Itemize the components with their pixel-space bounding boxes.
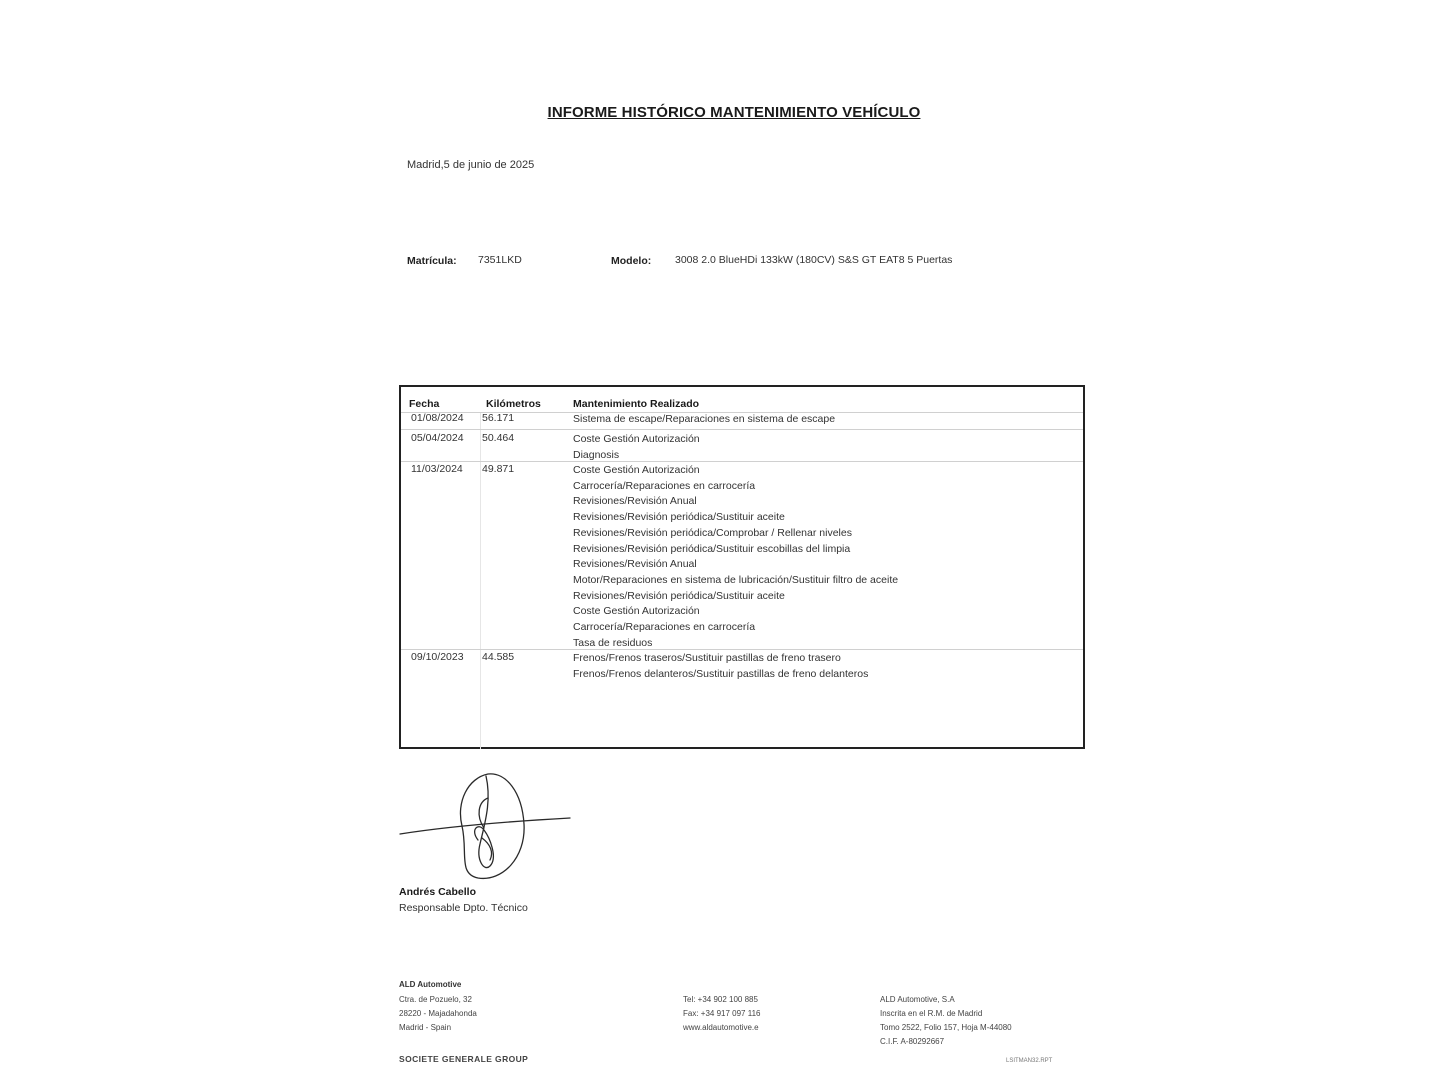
row-date: 09/10/2023 — [411, 651, 464, 663]
legal-line: C.I.F. A-80292667 — [880, 1037, 945, 1046]
list-item: Revisiones/Revisión Anual — [573, 495, 697, 508]
address-line: Ctra. de Pozuelo, 32 — [399, 995, 472, 1004]
list-item: Frenos/Frenos delanteros/Sustituir pastillas de freno delanteros — [573, 667, 869, 680]
row-km: 56.171 — [482, 412, 515, 424]
footer-legal — [880, 993, 1012, 1049]
plate-label: Matrícula: — [407, 255, 457, 267]
contact-line: www.aldautomotive.e — [683, 1023, 759, 1032]
list-item: Diagnosis — [573, 448, 620, 461]
list-item: Tasa de residuos — [573, 636, 653, 649]
footer-contact — [683, 993, 760, 1035]
header-date: Fecha — [409, 398, 440, 410]
address-line: Madrid - Spain — [399, 1023, 452, 1032]
list-item: Carrocería/Reparaciones en carrocería — [573, 621, 756, 634]
list-item: Revisiones/Revisión periódica/Comprobar / Rellenar niveles — [573, 526, 852, 539]
list-item: Carrocería/Reparaciones en carrocería — [573, 479, 756, 492]
address-line: 28220 - Majadahonda — [399, 1009, 477, 1018]
document-date: Madrid,5 de junio de 2025 — [407, 159, 535, 171]
row-date: 05/04/2024 — [411, 432, 464, 444]
row-km: 49.871 — [482, 463, 515, 475]
footer-address — [399, 993, 477, 1035]
row-km: 44.585 — [482, 651, 515, 663]
row-items — [573, 412, 835, 428]
list-item: Sistema de escape/Reparaciones en sistema de escape — [573, 413, 836, 425]
list-item: Revisiones/Revisión periódica/Sustituir aceite — [573, 511, 785, 524]
signatory-name: Andrés Cabello — [399, 886, 477, 898]
maintenance-table — [399, 385, 1085, 749]
row-items — [573, 463, 898, 651]
row-items — [573, 432, 700, 463]
document-title: INFORME HISTÓRICO MANTENIMIENTO VEHÍCULO — [547, 104, 921, 121]
row-separator — [401, 429, 1083, 430]
list-item: Coste Gestión Autorización — [573, 464, 700, 476]
header-km: Kilómetros — [486, 398, 541, 410]
contact-line: Tel: +34 902 100 885 — [683, 995, 758, 1004]
list-item: Coste Gestión Autorización — [573, 605, 700, 618]
list-item: Motor/Reparaciones en sistema de lubricación/Sustituir filtro de aceite — [573, 573, 899, 586]
signatory-role: Responsable Dpto. Técnico — [399, 902, 528, 914]
footer-group-brand: SOCIETE GENERALE GROUP — [399, 1054, 529, 1064]
row-items — [573, 651, 868, 682]
plate-value: 7351LKD — [478, 254, 522, 266]
model-value: 3008 2.0 BlueHDi 133kW (180CV) S&S GT EAT8 5 Puertas — [675, 254, 953, 266]
list-item: Revisiones/Revisión periódica/Sustituir aceite — [573, 589, 785, 602]
row-date: 01/08/2024 — [411, 412, 464, 424]
footer-company: ALD Automotive — [399, 980, 462, 989]
contact-line: Fax: +34 917 097 116 — [683, 1009, 761, 1018]
header-maintenance: Mantenimiento Realizado — [573, 398, 700, 410]
list-item: Revisiones/Revisión Anual — [573, 558, 697, 571]
column-divider — [480, 413, 481, 749]
report-reference: LSITMAN32.RPT — [1006, 1058, 1053, 1064]
handwritten-signature — [398, 768, 573, 880]
legal-line: Tomo 2522, Folio 157, Hoja M-44080 — [880, 1023, 1012, 1032]
legal-line: Inscrita en el R.M. de Madrid — [880, 1009, 983, 1018]
row-date: 11/03/2024 — [411, 463, 463, 475]
legal-line: ALD Automotive, S.A — [880, 995, 955, 1004]
list-item: Coste Gestión Autorización — [573, 433, 700, 445]
model-label: Modelo: — [611, 255, 652, 267]
list-item: Revisiones/Revisión periódica/Sustituir escobillas del limpia — [573, 542, 851, 555]
row-km: 50.464 — [482, 432, 515, 444]
list-item: Frenos/Frenos traseros/Sustituir pastillas de freno trasero — [573, 652, 841, 664]
row-separator — [401, 461, 1083, 462]
row-separator — [401, 649, 1083, 650]
